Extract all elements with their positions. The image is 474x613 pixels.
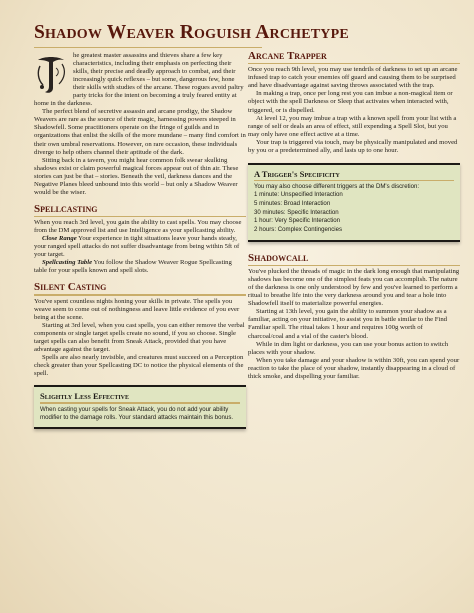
silent-paragraph-3: Spells are also nearly invisible, and creatures must succeed on a Perception check greater than your Spellcasting DC to notice the physical elements of the spell. <box>34 354 244 378</box>
arcane-trapper-heading: Arcane Trapper <box>248 50 327 62</box>
spellcasting-table-label: Spellcasting Table <box>42 259 93 267</box>
silent-paragraph-2: Starting at 3rd level, when you cast spells, you can either remove the verbal components or single target spells create no sound, if you so choose. Single target spells can also benefit from Sneak Attack, provided that you have advantage against the target. <box>34 321 245 354</box>
spellcasting-heading: Spellcasting <box>34 202 98 215</box>
close-range-paragraph <box>34 235 246 259</box>
silent-paragraph-1: You've spent countless nights honing your skills in private. The spells you weave seem to come out of nothingness and leave little evidence of you ever being at the scene. <box>34 297 240 321</box>
shadowcall-heading: Shadowcall <box>248 251 309 264</box>
close-range-text: Your experience in tight situations leave your hands steady, your ranged spell attacks do not suffer disadvantage from being within 5ft of your target. <box>34 235 240 259</box>
intro-paragraph-1: he greatest master assassins and thieves share a few key characteristics, including their emphasis on perfecting their skills, their precise and deadly approach to combat, and their increasingly quick reflexes – but some, dangerous few, hone their skills with studies of the arcane. These rogues avoid paltry party tricks for the intent on becoming a truly feared entity at home in the darkness. <box>34 52 244 108</box>
note-rule <box>40 402 240 403</box>
spellcasting-table-text: You follow the Shadow Weaver Rogue Spellcasting table for your spells known and spell slots. <box>34 259 232 275</box>
svg-text:T: T <box>34 54 35 55</box>
title-underline <box>34 47 262 48</box>
list-item: 1 hour: Very Specific Interaction <box>254 217 341 225</box>
shadowcall-paragraph-2: Starting at 13th level, you gain the ability to summon your shadow as a familiar, acting on your initiative, to assist you in battle similar to the Find Familiar spell. The ritual takes 1 hour and requires 100g worth of charcoal/coal and a vial of the caster's blood. <box>248 308 448 340</box>
note-box <box>34 385 246 429</box>
right-column <box>248 50 460 381</box>
page-title: Shadow Weaver Roguish Archetype <box>34 22 349 43</box>
silent-casting-heading: Silent Casting <box>34 281 107 294</box>
list-item: 2 hours: Complex Contingencies <box>254 226 343 234</box>
trigger-heading: A Trigger's Specificity <box>254 168 340 179</box>
trapper-paragraph-4: Your trap is triggered via touch, may be physically manipulated and moved by you or a predetermined ally, and lasts up to one hour. <box>248 138 458 154</box>
shadowcall-paragraph-4: When you take damage and your shadow is within 30ft, you can spend your reaction to take the place of your shadow, instantly disappearing in a cloud of thick smoke, and dispelling your familiar. <box>248 356 460 380</box>
list-item: 30 minutes: Specific Interaction <box>254 208 339 216</box>
dropcap-icon <box>34 54 68 96</box>
intro-paragraph-3: Sitting back in a tavern, you might hear common folk swear skulking shadows exist or claim powerful magical forces appear out of thin air. These stories can just be that – stories. Beneath the veil, darkness dances and the Negative Planes bleed unbound into this world – but only a Shadow Weaver would be the wiser. <box>34 156 239 196</box>
list-item: 5 minutes: Broad Interaction <box>254 200 331 208</box>
trapper-paragraph-1: Once you reach 9th level, you may use tendrils of darkness to set up an arcane infused trap to catch your enemies off guard and causing them to be surprised and have disadvantage against saving throws associated with the trap. <box>248 66 458 90</box>
heading-rule <box>248 63 460 64</box>
close-range-label: Close Range <box>42 235 77 243</box>
note-heading: Slightly Less Effective <box>40 391 130 402</box>
trapper-paragraph-3: At level 12, you may imbue a trap with a known spell from your list with a range of self or deals an area of effect, still expending a Spell Slot, but you may only have one effect active at a time. <box>248 114 457 138</box>
note-text: When casting your spells for Sneak Attack, you do not add your ability modifier to the damage rolls. Your standard attacks maintain this bonus. <box>40 405 234 421</box>
spellcasting-table-paragraph <box>34 259 246 275</box>
dropcap-ornament <box>34 54 68 96</box>
intro-paragraph-2: The perfect blend of secretive assassin and arcane prodigy, the Shadow Weavers are rare as the source of their magic, harnessing powers steeped in Shadowfell. Some practitioners operate on the fringe of guilds and in organizations that enlist the skills of the more mundane – many find comfort in their own umbral reservations. However, on rare occasion, these individuals diverge to help others channel their aptitude of the dark. <box>34 108 246 156</box>
heading-rule <box>34 294 246 295</box>
trigger-intro: You may also choose different triggers at the DM's discretion: <box>254 183 420 191</box>
trigger-list <box>254 191 454 235</box>
trigger-note-box <box>248 163 460 242</box>
note-rule <box>254 180 454 181</box>
shadowcall-paragraph-3: While in dim light or darkness, you can use your bonus action to switch places with your shadow. <box>248 340 449 356</box>
heading-rule <box>248 265 460 266</box>
intro-section <box>34 52 246 197</box>
left-column <box>34 52 246 429</box>
shadowcall-paragraph-1: You've plucked the threads of magic in the dark long enough that manipulating shadows has become one of the simplest feats you can accomplish. The nature of the darkness is one only understood by few and you've learned to perform a ritual to breathe life into the very darkness around you and tear a hole into Shadowfell itself to materialize powerful energies. <box>248 268 460 308</box>
spellcasting-paragraph: When you reach 3rd level, you gain the ability to cast spells. You may choose from the DM approved list and use Intelligence as your spellcasting ability. <box>34 219 242 235</box>
list-item: 1 minute: Unspecified Interaction <box>254 191 343 199</box>
trapper-paragraph-2: In making a trap, once per long rest you can imbue a non-magical item or object with the spell Darkness or Sleep that activates when interacted with, triggered, or is dispelled. <box>248 90 453 114</box>
heading-rule <box>34 216 246 217</box>
